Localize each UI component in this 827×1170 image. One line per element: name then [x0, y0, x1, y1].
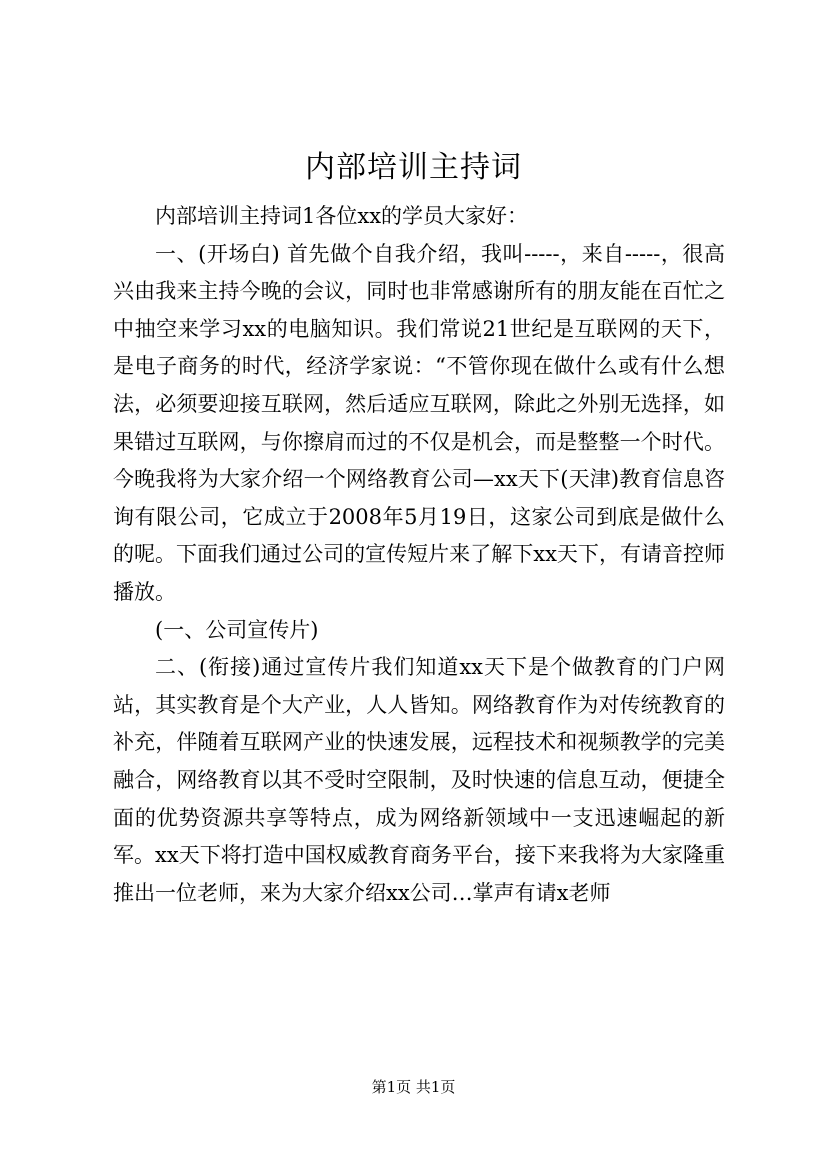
document-body [113, 198, 725, 912]
page-footer: 第1页 共1页 [371, 1078, 456, 1096]
document-title: 内部培训主持词 [305, 150, 522, 185]
paragraph-transition: 二、(衔接)通过宣传片我们知道xx天下是个做教育的门户网站，其实教育是个大产业，人人皆知。网络教育作为对传统教育的补充，伴随着互联网产业的快速发展，远程技术和视频教学的完美融合，网络教育以其不受时空限制，及时快速的信息互动，便捷全面的优势资源共享等特点，成为网络新领域中一支迅速崛起的新军。xx天下将打造中国权威教育商务平台，接下来我将为大家隆重推出一位老师，来为大家介绍xx公司…掌声有请x老师 [113, 655, 725, 905]
paragraph-intro: 内部培训主持词1各位xx的学员大家好： [155, 204, 529, 228]
paragraph-promo-video: (一、公司宣传片) [155, 617, 319, 642]
paragraph-opening: 一、(开场白) 首先做个自我介绍，我叫-----，来自-----，很高兴由我来主持今晚的会议，同时也非常感谢所有的朋友能在百忙之中抽空来学习xx的电脑知识。我们常说21世纪是互联网的天下，是电子商务的时代，经济学家说：“不管你现在做什么或有什么想法，必须要迎接互联网，然后适应互联网，除此之外别无选择，如果错过互联网，与你擦肩而过的不仅是机会，而是整整一个时代。今晚我将为大家介绍一个网络教育公司—xx天下(天津)教育信息咨询有限公司，它成立于2008年5月19日，这家公司到底是做什么的呢。下面我们通过公司的宣传短片来了解下xx天下，有请音控师播放。 [113, 241, 725, 604]
